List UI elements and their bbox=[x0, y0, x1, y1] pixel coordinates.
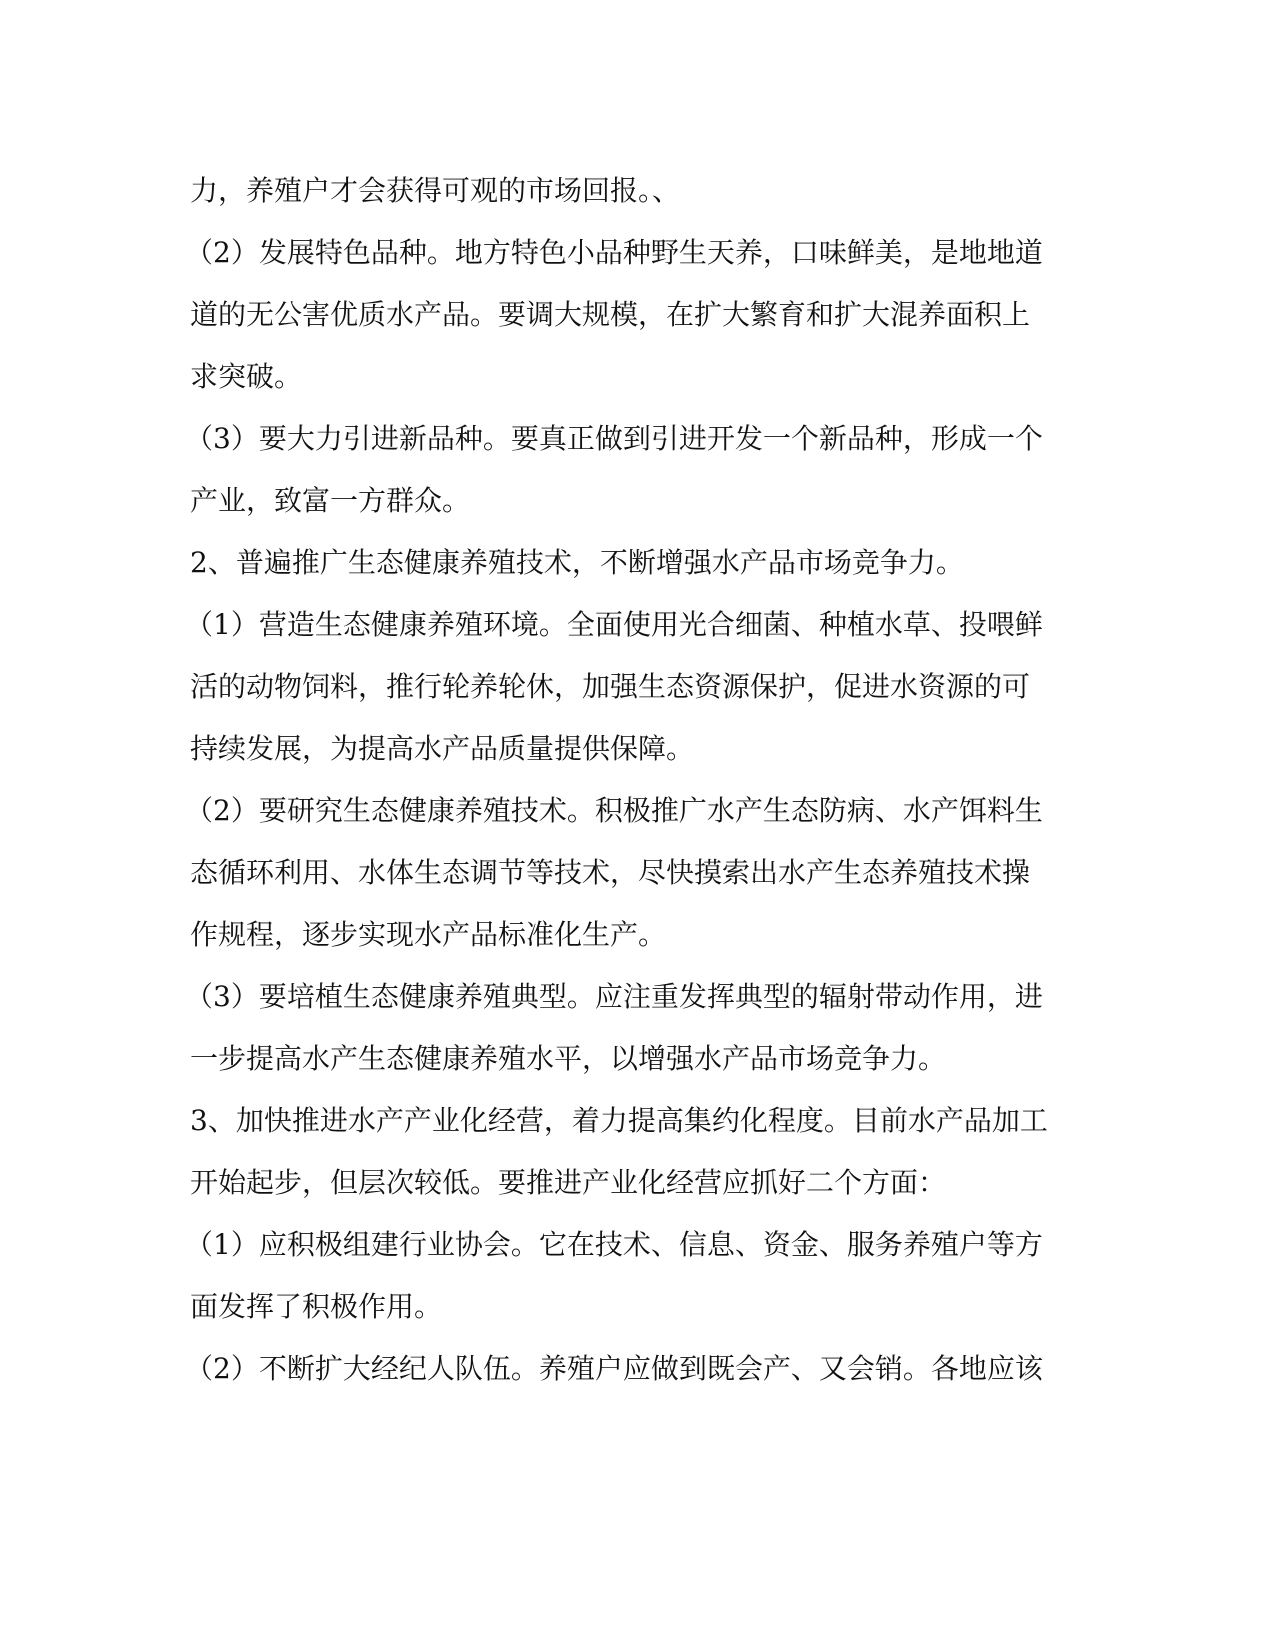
text-line: 持续发展，为提高水产品质量提供保障。 bbox=[190, 732, 695, 765]
text-line: 面发挥了积极作用。 bbox=[190, 1290, 443, 1323]
text-line: （1）应积极组建行业协会。它在技术、信息、资金、服务养殖户等方 bbox=[185, 1228, 1043, 1261]
text-line: 力，养殖户才会获得可观的市场回报。、 bbox=[190, 174, 681, 207]
text-line: 活的动物饲料，推行轮养轮休，加强生态资源保护，促进水资源的可 bbox=[190, 670, 1031, 703]
text-line: 求突破。 bbox=[190, 360, 303, 393]
text-line: （2）发展特色品种。地方特色小品种野生天养，口味鲜美，是地地道 bbox=[185, 236, 1043, 269]
text-line: （3）要培植生态健康养殖典型。应注重发挥典型的辐射带动作用，进 bbox=[185, 980, 1043, 1013]
text-line: 态循环利用、水体生态调节等技术，尽快摸索出水产生态养殖技术操 bbox=[190, 856, 1031, 889]
text-line: （1）营造生态健康养殖环境。全面使用光合细菌、种植水草、投喂鲜 bbox=[185, 608, 1043, 641]
text-line: 产业，致富一方群众。 bbox=[190, 484, 471, 517]
text-line: 一步提高水产生态健康养殖水平，以增强水产品市场竞争力。 bbox=[190, 1042, 947, 1075]
text-line: （3）要大力引进新品种。要真正做到引进开发一个新品种，形成一个 bbox=[185, 422, 1043, 455]
text-line: （2）要研究生态健康养殖技术。积极推广水产生态防病、水产饵料生 bbox=[185, 794, 1043, 827]
text-line: 开始起步，但层次较低。要推进产业化经营应抓好二个方面： bbox=[190, 1166, 947, 1199]
text-line: 道的无公害优质水产品。要调大规模，在扩大繁育和扩大混养面积上 bbox=[190, 298, 1031, 331]
text-line: （2）不断扩大经纪人队伍。养殖户应做到既会产、又会销。各地应该 bbox=[185, 1352, 1043, 1385]
text-line: 3、加快推进水产产业化经营，着力提高集约化程度。目前水产品加工 bbox=[190, 1104, 1048, 1137]
text-line: 作规程，逐步实现水产品标准化生产。 bbox=[190, 918, 667, 951]
document-body bbox=[185, 160, 1080, 1400]
text-line: 2、普遍推广生态健康养殖技术，不断增强水产品市场竞争力。 bbox=[190, 546, 964, 579]
